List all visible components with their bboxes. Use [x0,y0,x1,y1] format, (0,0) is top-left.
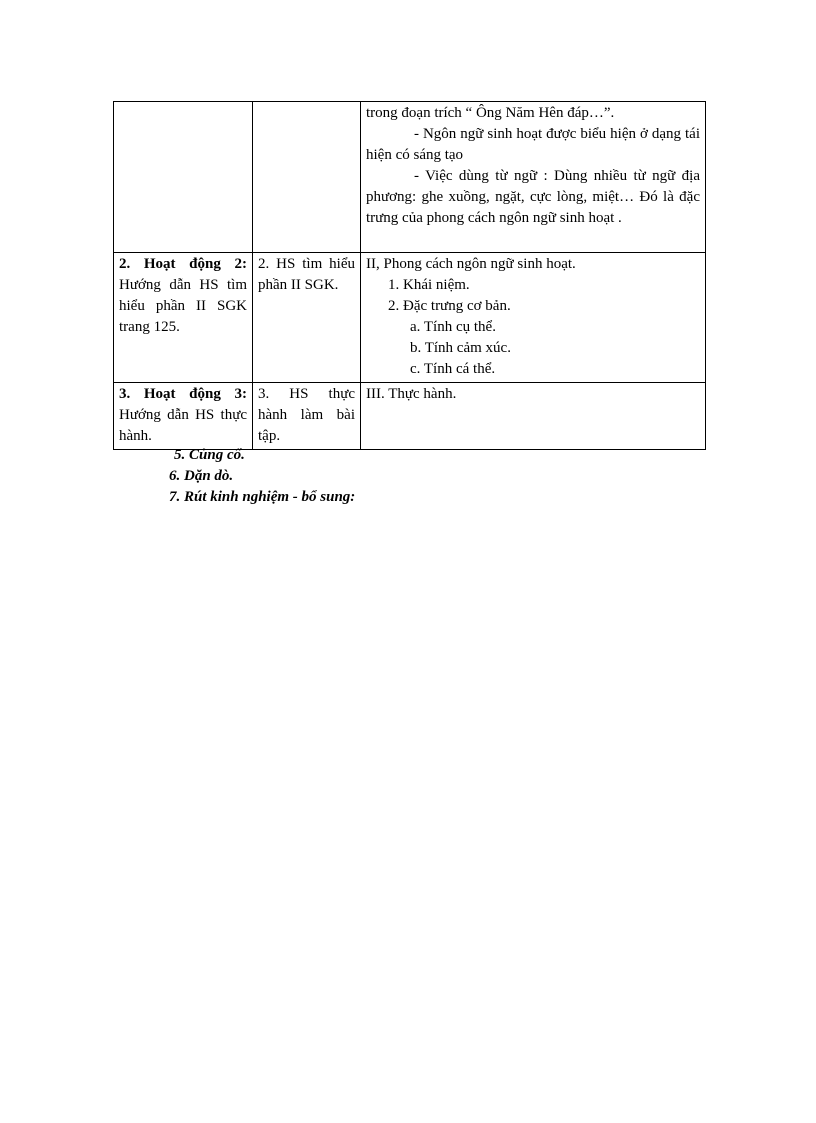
activity-heading: 3. Hoạt động 3: [119,386,247,402]
note-consolidation: 5. Củng cố. [174,447,245,463]
note-reflection: 7. Rút kinh nghiệm - bổ sung: [169,489,356,505]
row2-activity-cell [114,253,253,383]
table-row [114,253,706,383]
row3-student-cell: 3. HS thực hành làm bài tập. [253,383,361,450]
row3-activity-cell [114,383,253,450]
lesson-plan-table [113,101,706,450]
activity-text: Hướng dẫn HS tìm hiểu phần II SGK trang 125. [119,277,247,335]
table-row [114,102,706,253]
activity-heading: 2. Hoạt động 2: [119,256,247,272]
row1-student-cell [253,102,361,253]
content-line: trong đoạn trích “ Ông Năm Hên đáp…”. [366,105,615,121]
row1-content-cell [361,102,706,253]
row3-content-cell: III. Thực hành. [361,383,706,450]
section-title: II, Phong cách ngôn ngữ sinh hoạt. [366,256,576,272]
content-subitem: a. Tính cụ thể. [410,319,496,335]
note-homework: 6. Dặn dò. [169,468,234,484]
content-subitem: b. Tính cảm xúc. [410,340,511,356]
content-item: 2. Đặc trưng cơ bản. [388,298,511,314]
content-line: - Ngôn ngữ sinh hoạt được biểu hiện ở dạng tái hiện có sáng tạo [366,126,700,163]
table-row [114,383,706,450]
row2-student-cell: 2. HS tìm hiểu phần II SGK. [253,253,361,383]
row1-activity-cell [114,102,253,253]
activity-text: Hướng dẫn HS thực hành. [119,407,247,444]
content-line: - Việc dùng từ ngữ : Dùng nhiều từ ngữ địa phương: ghe xuồng, ngặt, cực lòng, miệt… Đó là đặc trưng của phong cách ngôn ngữ sinh hoạt . [366,168,700,226]
content-item: 1. Khái niệm. [388,277,470,293]
row2-content-cell [361,253,706,383]
closing-notes [0,445,816,508]
content-subitem: c. Tính cá thể. [410,361,496,377]
